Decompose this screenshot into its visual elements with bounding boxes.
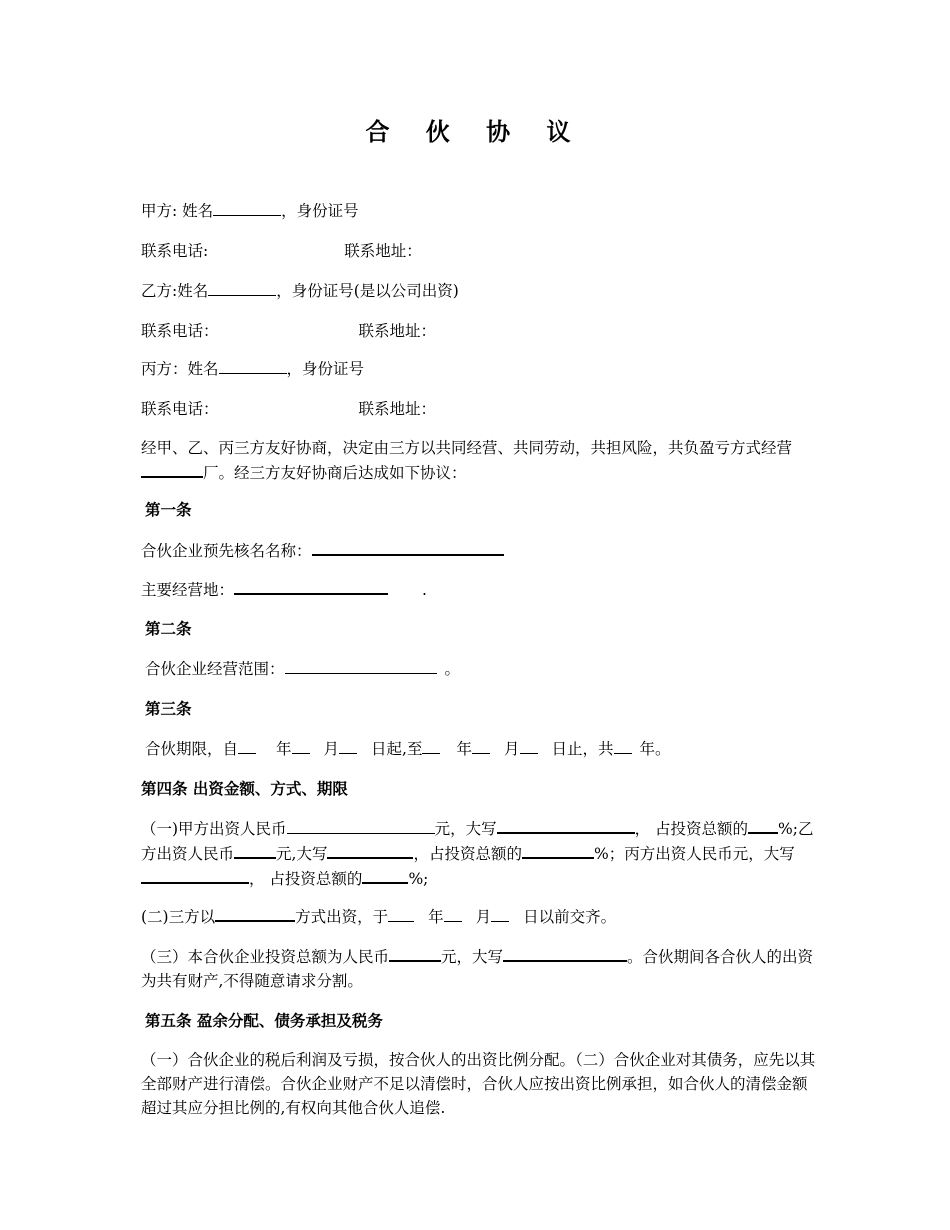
partnership-term-line bbox=[145, 737, 671, 761]
a4p1-text-8: ， 占投资总额的 bbox=[249, 870, 363, 888]
party-c-ratio-blank[interactable] bbox=[362, 866, 408, 884]
contact-line-1 bbox=[141, 239, 422, 263]
intro-paragraph bbox=[141, 436, 816, 485]
a4p2-text-1: (二)三方以 bbox=[141, 908, 216, 926]
a4p1-text-2: 元，大写 bbox=[434, 820, 497, 838]
enterprise-name-line bbox=[141, 538, 504, 563]
a4p2-text-5: 日以前交齐。 bbox=[523, 908, 617, 926]
intro-text-2: 厂。经三方友好协商后达成如下协议： bbox=[203, 464, 467, 482]
business-place-blank[interactable] bbox=[234, 577, 388, 595]
party-b-ratio-blank[interactable] bbox=[522, 841, 594, 859]
party-a-id-label: ，身份证号 bbox=[281, 202, 359, 220]
party-a-ratio-blank[interactable] bbox=[748, 816, 778, 834]
party-c-name-label: 丙方：姓名 bbox=[141, 360, 219, 378]
due-month-blank[interactable] bbox=[444, 905, 462, 922]
a4p1-text-9: %; bbox=[408, 870, 429, 888]
party-a-amount-words-blank[interactable] bbox=[497, 816, 635, 834]
article-5-heading: 第五条 盈余分配、债务承担及税务 bbox=[145, 1011, 383, 1030]
contact-2-address-label: 联系地址： bbox=[358, 322, 437, 340]
party-c-line bbox=[141, 357, 364, 381]
article-2-heading: 第二条 bbox=[145, 619, 192, 638]
party-b-id-label: ，身份证号(是以公司出资) bbox=[276, 282, 459, 300]
start-year-blank[interactable] bbox=[238, 737, 256, 754]
party-c-amount-words-blank[interactable] bbox=[141, 866, 249, 884]
term-text-5: 年 bbox=[456, 740, 472, 758]
party-a-line bbox=[141, 199, 359, 223]
contact-line-2 bbox=[141, 319, 436, 343]
end-month-blank[interactable] bbox=[472, 737, 490, 754]
a4p2-text-2: 方式出资，于 bbox=[295, 908, 389, 926]
party-c-name-blank[interactable] bbox=[219, 357, 287, 374]
party-a-name-label: 甲方: 姓名 bbox=[141, 202, 214, 220]
end-day-blank[interactable] bbox=[520, 737, 538, 754]
business-scope-line bbox=[145, 657, 460, 681]
term-years-blank[interactable] bbox=[614, 737, 632, 754]
factory-name-blank[interactable] bbox=[141, 460, 203, 478]
article-4-paragraph-2 bbox=[141, 904, 616, 929]
a4p1-text-4: %;乙方出资人民币 bbox=[141, 820, 814, 863]
term-text-3: 月 bbox=[323, 740, 340, 758]
a4p1-text-5: 元,大写 bbox=[276, 845, 328, 863]
due-year-blank[interactable] bbox=[388, 905, 414, 922]
due-day-blank[interactable] bbox=[491, 905, 509, 922]
a4p3-text-1: （三）本合伙企业投资总额为人民币 bbox=[141, 948, 390, 966]
enterprise-name-blank[interactable] bbox=[312, 538, 504, 556]
contact-line-3 bbox=[141, 397, 436, 421]
contact-3-address-label: 联系地址： bbox=[358, 400, 437, 418]
business-place-line bbox=[141, 577, 427, 602]
contribution-method-blank[interactable] bbox=[215, 904, 295, 922]
party-a-name-blank[interactable] bbox=[213, 199, 281, 216]
term-text-1: 合伙期限，自 bbox=[145, 740, 239, 758]
contact-1-address-label: 联系地址： bbox=[344, 242, 422, 260]
end-year-blank[interactable] bbox=[422, 737, 440, 754]
business-place-end: . bbox=[422, 581, 427, 599]
term-text-6: 月 bbox=[504, 740, 520, 758]
contact-1-phone-label: 联系电话: bbox=[141, 242, 209, 260]
contact-3-phone-label: 联系电话： bbox=[141, 400, 219, 418]
article-4-paragraph-3 bbox=[141, 944, 816, 993]
party-a-amount-blank[interactable] bbox=[287, 817, 435, 834]
term-text-8: 年。 bbox=[639, 740, 671, 758]
contact-2-phone-label: 联系电话： bbox=[141, 322, 219, 340]
party-b-name-blank[interactable] bbox=[208, 279, 276, 296]
business-scope-label: 合伙企业经营范围： bbox=[145, 660, 285, 678]
business-scope-end: 。 bbox=[444, 660, 461, 678]
a4p2-text-3: 年 bbox=[428, 908, 444, 926]
party-b-amount-blank[interactable] bbox=[234, 841, 276, 859]
party-b-name-label: 乙方:姓名 bbox=[141, 282, 209, 300]
start-month-blank[interactable] bbox=[292, 737, 310, 754]
article-4-paragraph-1 bbox=[141, 816, 816, 891]
business-scope-blank[interactable] bbox=[285, 657, 437, 674]
party-c-id-label: ，身份证号 bbox=[286, 360, 365, 378]
document-title: 合 伙 协 议 bbox=[365, 117, 585, 146]
term-text-4: 日起,至 bbox=[371, 740, 423, 758]
party-b-amount-words-blank[interactable] bbox=[327, 841, 413, 859]
business-place-label: 主要经营地： bbox=[141, 581, 235, 599]
start-day-blank[interactable] bbox=[339, 737, 357, 754]
article-3-heading: 第三条 bbox=[145, 699, 192, 718]
a4p3-text-2: 元，大写 bbox=[441, 948, 504, 966]
party-b-line bbox=[141, 279, 459, 303]
a4p1-text-7: %；丙方出资人民币元，大写 bbox=[593, 845, 795, 863]
a4p1-text-6: ，占投资总额的 bbox=[413, 845, 522, 863]
total-investment-blank[interactable] bbox=[389, 944, 441, 962]
article-4-heading: 第四条 出资金额、方式、期限 bbox=[141, 779, 348, 798]
a4p1-text-3: ， 占投资总额的 bbox=[634, 820, 749, 838]
article-1-heading: 第一条 bbox=[145, 500, 192, 519]
article-5-paragraph-1: （一）合伙企业的税后利润及亏损，按合伙人的出资比例分配。（二）合伙企业对其债务，应先以其全部财产进行清偿。合伙企业财产不足以清偿时，合伙人应按出资比例承担，如合伙人的清偿金额超过其应分担比例的,有权向其他合伙人追偿. bbox=[141, 1051, 816, 1117]
term-text-2: 年 bbox=[276, 740, 292, 758]
a4p3-text-3: 。合伙期间各合伙人的出资为共有财产,不得随意请求分割。 bbox=[141, 948, 814, 990]
term-text-7: 日止，共 bbox=[551, 740, 614, 758]
intro-text-1: 经甲、乙、丙三方友好协商，决定由三方以共同经营、共同劳动，共担风险，共负盈亏方式经营 bbox=[141, 439, 793, 457]
a4p1-text-1: （一)甲方出资人民币 bbox=[141, 820, 287, 838]
enterprise-name-label: 合伙企业预先核名名称： bbox=[141, 542, 312, 560]
a4p2-text-4: 月 bbox=[475, 908, 492, 926]
total-investment-words-blank[interactable] bbox=[503, 944, 627, 962]
